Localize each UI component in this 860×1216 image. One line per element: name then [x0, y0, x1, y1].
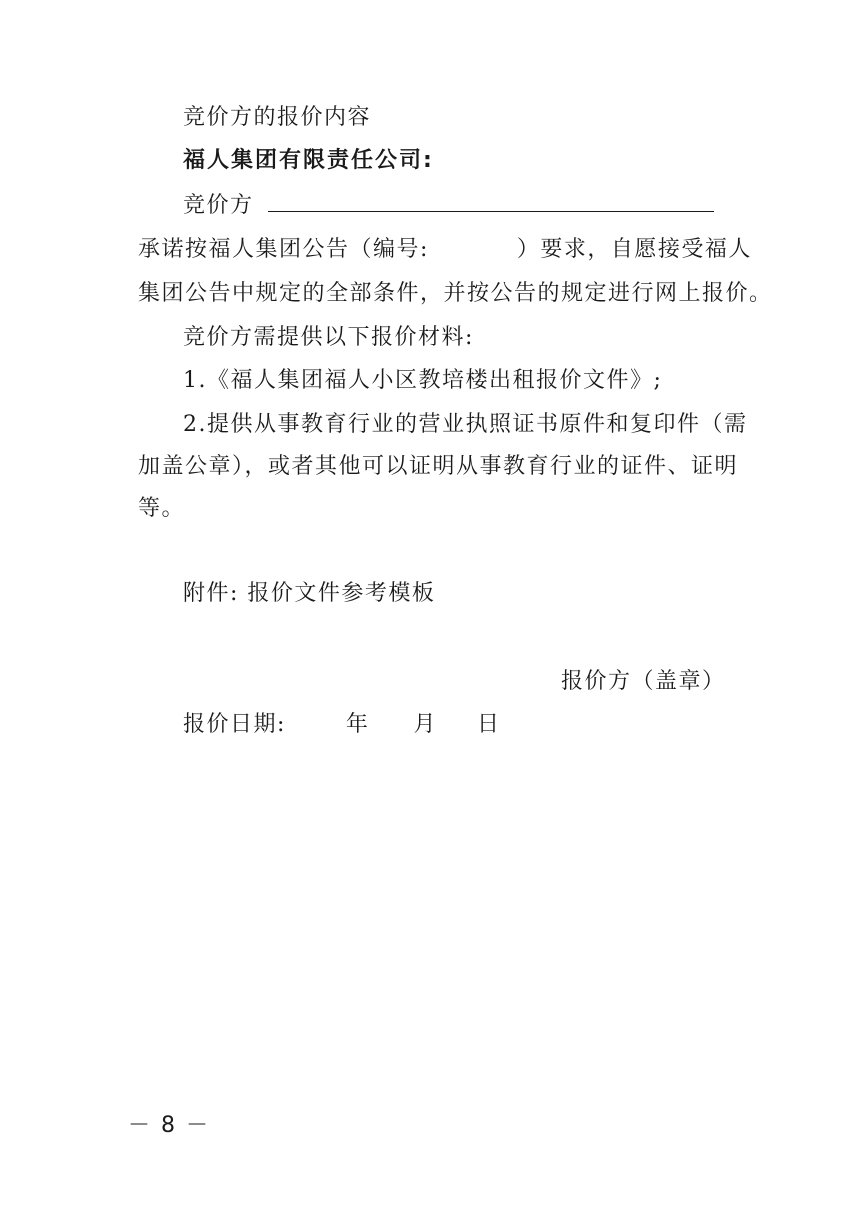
bidder-name-blank — [268, 191, 714, 212]
commitment-line-1 — [138, 235, 752, 265]
date-year: 年 — [345, 712, 370, 737]
commitment-line-2: 集团公告中规定的全部条件，并按公告的规定进行网上报价。 — [138, 281, 773, 306]
addressee: 福人集团有限责任公司: — [183, 148, 434, 173]
quote-date-row — [183, 710, 500, 740]
materials-intro: 竞价方需提供以下报价材料: — [183, 325, 474, 350]
material-item-2-line-3: 等。 — [138, 496, 186, 521]
quote-date-label: 报价日期: — [183, 712, 286, 737]
material-item-2-line-1: 2.提供从事教育行业的营业执照证书原件和复印件（需 — [183, 412, 748, 437]
material-item-1: 1.《福人集团福人小区教培楼出租报价文件》; — [183, 368, 663, 393]
date-month: 月 — [413, 712, 437, 737]
page-number: － 8 － — [128, 1113, 210, 1138]
attachment-note: 附件: 报价文件参考模板 — [183, 581, 436, 606]
signature-label: 报价方（盖章） — [561, 669, 726, 694]
material-item-2-line-2: 加盖公章），或者其他可以证明从事教育行业的证件、证明 — [138, 454, 739, 479]
date-day: 日 — [476, 712, 501, 737]
commitment-text-b: ）要求，自愿接受福人 — [516, 237, 752, 262]
section-title: 竞价方的报价内容 — [183, 105, 372, 130]
bidder-label: 竞价方 — [183, 193, 254, 218]
commitment-text-a: 承诺按福人集团公告（编号: — [138, 237, 429, 262]
bidder-row — [183, 191, 714, 221]
